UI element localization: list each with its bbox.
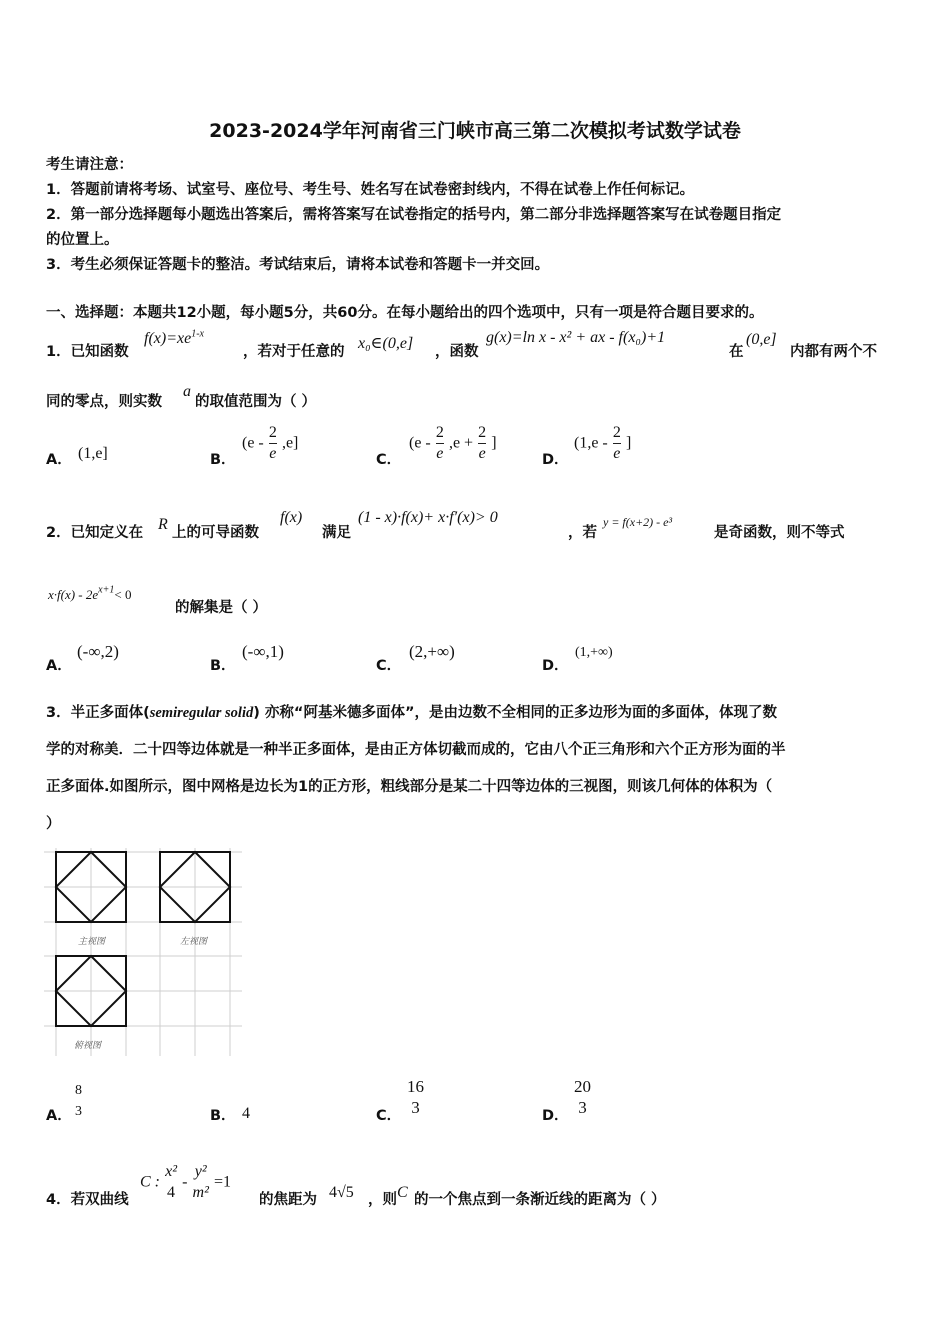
q2-text-3: 满足 xyxy=(322,525,351,541)
option-d-value: (1,e - $\frac{2}{e}$ ] xyxy=(574,424,632,462)
section-heading: 一、选择题：本题共12小题，每小题5分，共60分。在每小题给出的四个选项中，只有一项是符合题目要求的。 xyxy=(46,305,764,321)
q2-text-4: ，若 xyxy=(568,525,597,541)
q2-odd-function: y = f(x+2) - e³ xyxy=(603,515,673,529)
notice-heading: 考生请注意： xyxy=(46,157,133,173)
q3-line-3: 正多面体.如图所示，图中网格是边长为1的正方形，粗线部分是某二十四等边体的三视图，则该几何体的体积为（ xyxy=(46,779,773,795)
option-b-value: 4 xyxy=(242,1105,250,1122)
option-b-value: (-∞,1) xyxy=(242,642,284,661)
q1-text-6: 同的零点，则实数 xyxy=(46,394,162,410)
q4-var-C: C xyxy=(397,1184,408,1201)
notice-item: 的位置上。 xyxy=(46,232,119,248)
q3-line-4: ） xyxy=(46,816,61,832)
side-view-label: 左视图 xyxy=(180,937,208,947)
q2-var-R: R xyxy=(158,516,168,533)
option-d-value: (1,+∞) xyxy=(575,645,613,660)
q1-text-3: ，函数 xyxy=(435,344,479,360)
three-view-figure xyxy=(44,848,244,1058)
q4-focal-length: 4√5 xyxy=(329,1184,354,1201)
q1-var-a: a xyxy=(183,383,191,400)
q2-function-f: f(x) xyxy=(280,509,303,526)
option-a-label: A． xyxy=(46,1108,72,1124)
q3-line-2: 学的对称美．二十四等边体就是一种半正多面体，是由正方体切截而成的，它由八个正三角形和六个正方形为面的半 xyxy=(46,742,786,758)
option-c-value: (e - $\frac{2}{e}$ ,e + $\frac{2}{e}$ ] xyxy=(409,424,497,462)
option-a-label: A． xyxy=(46,452,72,468)
q2-condition: (1 - x)·f(x)+ x·f′(x)> 0 xyxy=(358,509,498,526)
option-a-value: (1,e] xyxy=(78,445,108,462)
q2-text-2: 上的可导函数 xyxy=(172,525,259,541)
option-b-value: (e - $\frac{2}{e}$ ,e] xyxy=(242,424,299,462)
notice-item: 2．第一部分选择题每小题选出答案后，需将答案写在试卷指定的括号内，第二部分非选择题答案写在试卷题目指定 xyxy=(46,207,782,223)
option-d-label: D． xyxy=(542,1108,569,1124)
q1-text-2: ，若对于任意的 xyxy=(243,344,345,360)
option-a-label: A． xyxy=(46,658,72,674)
q1-text-1: 1．已知函数 xyxy=(46,344,129,360)
q1-options xyxy=(46,424,946,474)
option-b-label: B． xyxy=(210,1108,236,1124)
option-c-label: C． xyxy=(376,1108,402,1124)
q2-inequality: $x\cdot f(x) - 2e^{x+1}< 0$ xyxy=(48,584,132,602)
grid-lines xyxy=(44,848,242,1056)
option-a-value: 8 3 xyxy=(75,1083,82,1119)
q4-text-2: 的焦距为 xyxy=(259,1192,317,1208)
notice-item: 3．考生必须保证答题卡的整洁。考试结束后，请将本试卷和答题卡一并交回。 xyxy=(46,257,550,273)
q2-text-5: 是奇函数，则不等式 xyxy=(714,525,845,541)
q4-hyperbola: C : x² 4 - y² m² =1 xyxy=(140,1163,231,1201)
q2-text-6: 的解集是（ ） xyxy=(175,600,268,616)
option-c-label: C． xyxy=(376,658,402,674)
option-d-label: D． xyxy=(542,658,569,674)
q1-function-f: $f(x)=xe^{1-x}$ xyxy=(144,328,204,347)
notice-item: 1．答题前请将考场、试室号、座位号、考生号、姓名写在试卷密封线内，不得在试卷上作任何标记。 xyxy=(46,182,695,198)
q1-interval: (0,e] xyxy=(746,331,777,348)
q1-text-4: 在 xyxy=(729,344,744,360)
option-c-label: C． xyxy=(376,452,402,468)
front-view-label: 主视图 xyxy=(78,937,106,947)
q1-x0-domain: x₀∈(0,e] xyxy=(358,335,414,352)
q4-text-1: 4．若双曲线 xyxy=(46,1192,129,1208)
page-title: 2023-2024学年河南省三门峡市高三第二次模拟考试数学试卷 xyxy=(209,120,741,142)
q4-text-4: 的一个焦点到一条渐近线的距离为（ ） xyxy=(414,1192,666,1208)
option-d-value: 20 3 xyxy=(574,1077,591,1117)
option-c-value: (2,+∞) xyxy=(409,642,455,661)
q4-text-3: ，则 xyxy=(368,1192,397,1208)
q1-text-7: 的取值范围为（ ） xyxy=(195,394,317,410)
option-b-label: B． xyxy=(210,452,236,468)
q1-text-5: 内都有两个不 xyxy=(790,344,877,360)
option-d-label: D． xyxy=(542,452,569,468)
top-view-label: 俯视图 xyxy=(74,1041,102,1051)
option-c-value: 16 3 xyxy=(407,1077,424,1117)
option-b-label: B． xyxy=(210,658,236,674)
option-a-value: (-∞,2) xyxy=(77,642,119,661)
q3-line-1: 3．半正多面体(semiregular solid) 亦称“阿基米德多面体”，是由边数不全相同的正多边形为面的多面体，体现了数 xyxy=(46,705,777,721)
q1-function-g: g(x)=ln x - x² + ax - f(x₀)+1 xyxy=(486,329,666,346)
q2-text-1: 2．已知定义在 xyxy=(46,525,144,541)
